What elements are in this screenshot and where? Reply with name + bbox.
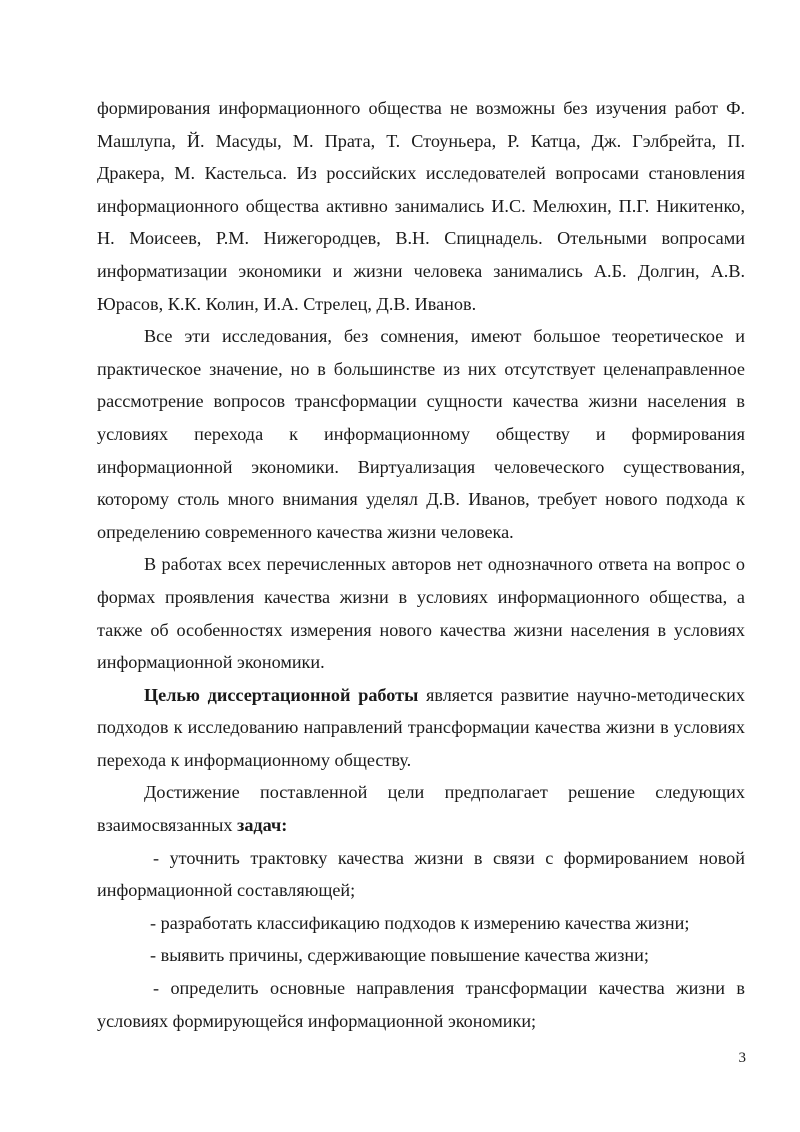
tasks-intro-text: Достижение поставленной цели предполагает решение следующих взаимосвязанных (97, 782, 745, 836)
tasks-heading: задач: (237, 815, 288, 836)
body-text (97, 92, 745, 1037)
page-number: 3 (738, 1050, 746, 1066)
task-item-1: - уточнить трактовку качества жизни в связи с формированием новой информационной составляющей; (97, 847, 745, 901)
task-item-4: - определить основные направления трансформации качества жизни в условиях формирующейся информационной экономики; (97, 978, 745, 1031)
goal-heading: Целью диссертационной работы (144, 684, 419, 705)
goal-text: является развитие научно-методических подходов к исследованию направлений трансформации качества жизни в условиях перехода к информационному обществу. (97, 684, 745, 770)
paragraph-1: формирования информационного общества не возможны без изучения работ Ф. Машлупа, Й. Масуды, М. Прата, Т. Стоуньера, Р. Катца, Дж. Гэлбрейта, П. Дракера, М. Кастельса. Из российских исследователей вопросами становления информационного общества активно занимались И.С. Мелюхин, П.Г. Никитенко, Н. Моисеев, Р.М. Нижегородцев, В.Н. Спицнадель. Отельными вопросами информатизации экономики и жизни человека занимались А.Б. Долгин, А.В. Юрасов, К.К. Колин, И.А. Стрелец, Д.В. Иванов. (97, 98, 745, 314)
task-item-2: - разработать классификацию подходов к измерению качества жизни; (150, 912, 690, 933)
task-item-3: - выявить причины, сдерживающие повышение качества жизни; (150, 945, 649, 966)
tasks-intro-paragraph (97, 776, 745, 841)
paragraph-3: В работах всех перечисленных авторов нет однозначного ответа на вопрос о формах проявления качества жизни в условиях информационного общества, а также об особенностях измерения нового качества жизни населения в условиях информационной экономики. (97, 554, 745, 673)
goal-paragraph (97, 679, 745, 777)
paragraph-2: Все эти исследования, без сомнения, имеют большое теоретическое и практическое значение, но в большинстве из них отсутствует целенаправленное рассмотрение вопросов трансформации сущности качества жизни населения в условиях перехода к информационному обществу и формирования информационной экономики. Виртуализация человеческого существования, которому столь много внимания уделял Д.В. Иванов, требует нового подхода к определению современного качества жизни человека. (97, 326, 745, 542)
